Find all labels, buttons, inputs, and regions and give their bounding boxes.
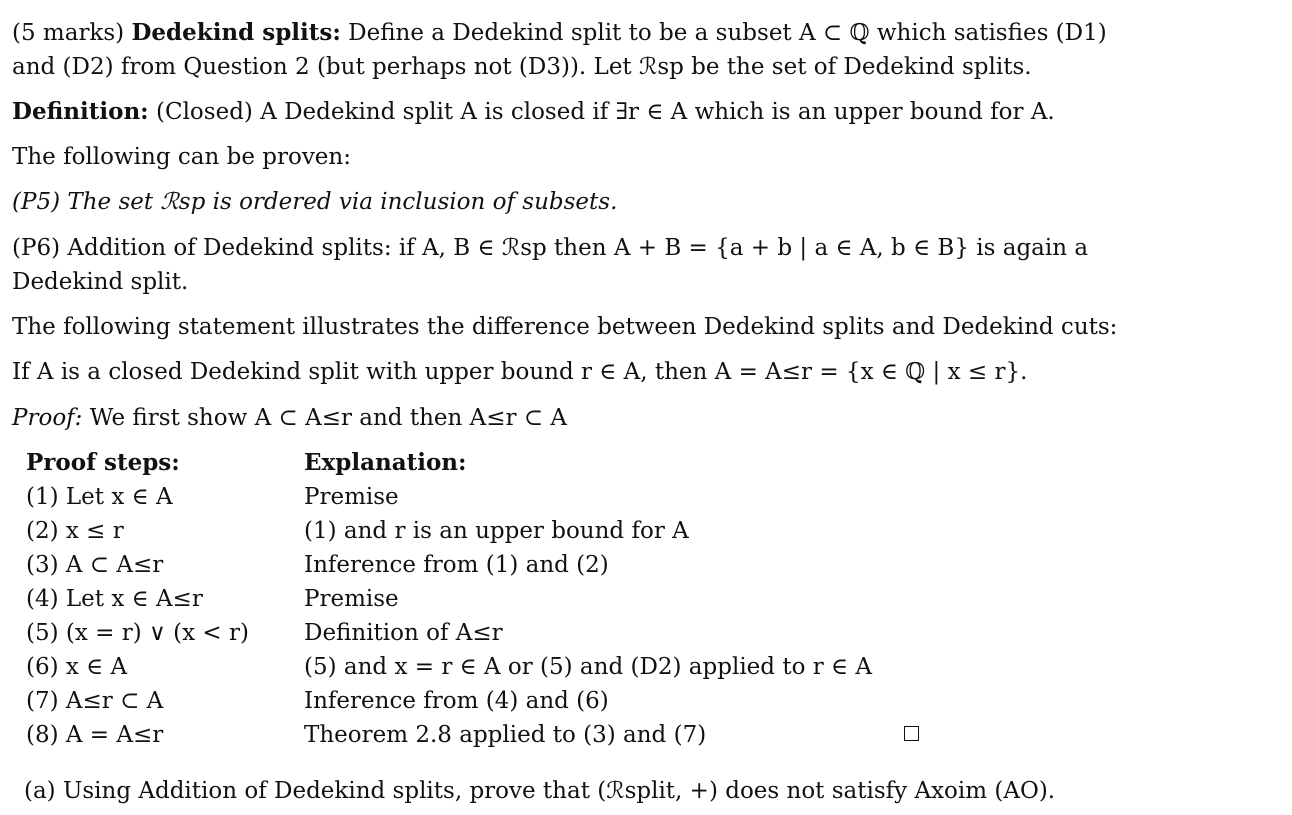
explanation-cell: (5) and x = r ∈ A or (5) and (D2) applied to r ∈ A [304, 654, 872, 680]
explanation-cell: Inference from (1) and (2) [304, 552, 609, 578]
question-a: (a) Using Addition of Dedekind splits, prove that (ℛsplit, +) does not satisfy Axoim (AO). [24, 778, 1056, 804]
step-cell: (2) x ≤ r [26, 518, 124, 544]
step-cell: (8) A = A≤r [26, 722, 164, 748]
property-p6-line-2: Dedekind split. [12, 269, 189, 295]
qed-square-icon [904, 726, 919, 741]
explanation-cell: Definition of A≤r [304, 620, 503, 646]
proven-intro: The following can be proven: [12, 144, 351, 170]
step-cell: (5) (x = r) ∨ (x < r) [26, 620, 249, 646]
section-title: Dedekind splits: [131, 19, 341, 46]
step-cell: (3) A ⊂ A≤r [26, 552, 164, 578]
explanation-cell: Theorem 2.8 applied to (3) and (7) [304, 722, 707, 748]
definition-label: Definition: [12, 98, 149, 125]
proof-text: We first show A ⊂ A≤r and then A≤r ⊂ A [82, 405, 568, 431]
step-cell: (1) Let x ∈ A [26, 484, 173, 510]
step-cell: (7) A≤r ⊂ A [26, 688, 164, 714]
statement-text: If A is a closed Dedekind split with upper bound r ∈ A, then A = A≤r = {x ∈ ℚ | x ≤ r}. [12, 359, 1028, 385]
step-cell: (6) x ∈ A [26, 654, 128, 680]
intro-line-2: and (D2) from Question 2 (but perhaps not (D3)). Let ℛsp be the set of Dedekind splits. [12, 54, 1032, 80]
definition-line [12, 97, 1055, 127]
header-explanation: Explanation: [304, 449, 467, 476]
explanation-cell: Premise [304, 586, 399, 612]
property-p6-line-1: (P6) Addition of Dedekind splits: if A, B ∈ ℛsp then A + B = {a + b | a ∈ A, b ∈ B} is again a [12, 235, 1089, 261]
explanation-cell: Premise [304, 484, 399, 510]
explanation-cell: Inference from (4) and (6) [304, 688, 609, 714]
marks-label: (5 marks) [12, 20, 132, 46]
definition-text: (Closed) A Dedekind split A is closed if ∃r ∈ A which is an upper bound for A. [148, 99, 1055, 125]
step-cell: (4) Let x ∈ A≤r [26, 586, 203, 612]
intro-text: Define a Dedekind split to be a subset A ⊂ ℚ which satisfies (D1) [340, 20, 1107, 46]
illustrates-text: The following statement illustrates the difference between Dedekind splits and Dedekind cuts: [12, 314, 1118, 340]
property-p5: (P5) The set ℛsp is ordered via inclusion of subsets. [12, 189, 618, 215]
proof-line [12, 403, 567, 433]
intro-line-1 [12, 18, 1107, 48]
proof-label: Proof: [12, 405, 83, 431]
explanation-cell: (1) and r is an upper bound for A [304, 518, 689, 544]
header-steps: Proof steps: [26, 449, 180, 476]
